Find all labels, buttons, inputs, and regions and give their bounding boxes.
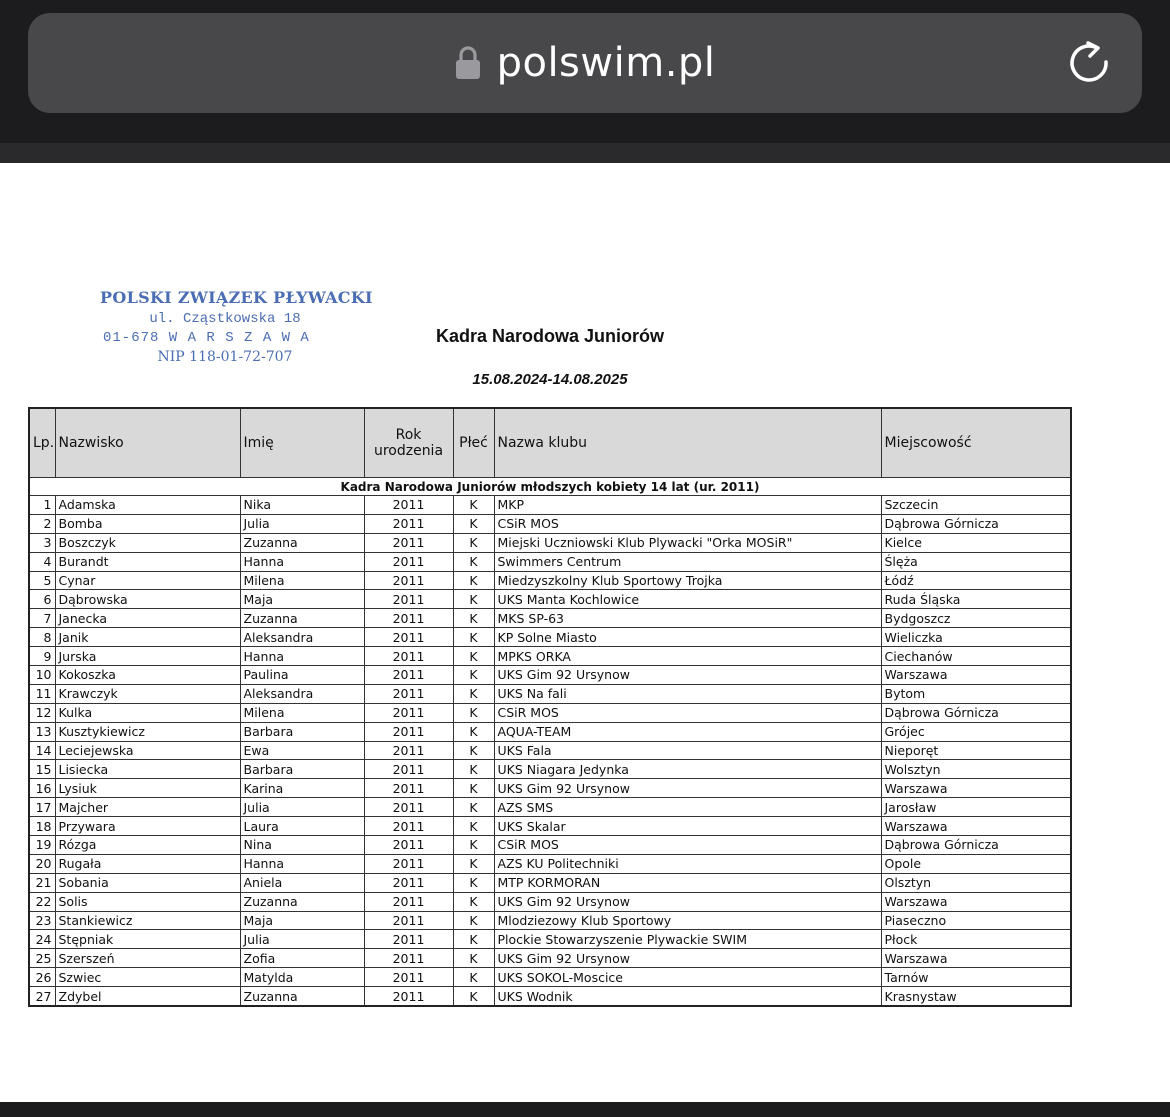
- cell-surname: Lisiecka: [55, 760, 240, 779]
- cell-birth-year: 2011: [364, 854, 453, 873]
- cell-lp: 26: [29, 968, 55, 987]
- reload-icon[interactable]: [1066, 40, 1112, 86]
- table-row: [29, 760, 1071, 779]
- cell-sex: K: [453, 873, 494, 892]
- cell-surname: Kokoszka: [55, 666, 240, 685]
- cell-birth-year: 2011: [364, 779, 453, 798]
- cell-birth-year: 2011: [364, 836, 453, 855]
- cell-surname: Zdybel: [55, 987, 240, 1006]
- table-row: [29, 647, 1071, 666]
- table-row: [29, 892, 1071, 911]
- cell-surname: Krawczyk: [55, 684, 240, 703]
- cell-city: Grójec: [881, 722, 1071, 741]
- cell-sex: K: [453, 968, 494, 987]
- table-header-row: [29, 408, 1071, 478]
- cell-sex: K: [453, 911, 494, 930]
- cell-birth-year: 2011: [364, 722, 453, 741]
- table-row: [29, 571, 1071, 590]
- cell-city: Warszawa: [881, 892, 1071, 911]
- url-text[interactable]: polswim.pl: [496, 40, 716, 86]
- table-row: [29, 533, 1071, 552]
- table-row: [29, 514, 1071, 533]
- table-row: [29, 496, 1071, 515]
- cell-club: KP Solne Miasto: [494, 628, 881, 647]
- table-row: [29, 609, 1071, 628]
- cell-birth-year: 2011: [364, 911, 453, 930]
- table-row: [29, 968, 1071, 987]
- cell-surname: Bomba: [55, 514, 240, 533]
- cell-city: Nieporęt: [881, 741, 1071, 760]
- table-row: [29, 987, 1071, 1006]
- table-row: [29, 552, 1071, 571]
- cell-name: Maja: [240, 590, 364, 609]
- table-row: [29, 628, 1071, 647]
- cell-sex: K: [453, 892, 494, 911]
- section-row: [29, 478, 1071, 496]
- cell-city: Bytom: [881, 684, 1071, 703]
- cell-surname: Stępniak: [55, 930, 240, 949]
- cell-surname: Szwiec: [55, 968, 240, 987]
- cell-surname: Adamska: [55, 496, 240, 515]
- cell-city: Warszawa: [881, 949, 1071, 968]
- header-lp: Lp.: [29, 408, 55, 478]
- cell-sex: K: [453, 987, 494, 1006]
- cell-birth-year: 2011: [364, 949, 453, 968]
- cell-sex: K: [453, 552, 494, 571]
- cell-lp: 21: [29, 873, 55, 892]
- cell-lp: 9: [29, 647, 55, 666]
- table-row: [29, 722, 1071, 741]
- cell-lp: 13: [29, 722, 55, 741]
- cell-surname: Cynar: [55, 571, 240, 590]
- cell-sex: K: [453, 703, 494, 722]
- cell-club: Miejski Uczniowski Klub Plywacki "Orka MOSiR": [494, 533, 881, 552]
- cell-birth-year: 2011: [364, 873, 453, 892]
- cell-lp: 18: [29, 817, 55, 836]
- cell-name: Hanna: [240, 552, 364, 571]
- table-row: [29, 854, 1071, 873]
- table-row: [29, 817, 1071, 836]
- cell-city: Warszawa: [881, 666, 1071, 685]
- cell-name: Zuzanna: [240, 987, 364, 1006]
- header-birth-year: [364, 408, 453, 478]
- cell-city: Krasnystaw: [881, 987, 1071, 1006]
- cell-club: Miedzyszkolny Klub Sportowy Trojka: [494, 571, 881, 590]
- cell-surname: Burandt: [55, 552, 240, 571]
- cell-name: Hanna: [240, 854, 364, 873]
- cell-birth-year: 2011: [364, 628, 453, 647]
- cell-club: Mlodziezowy Klub Sportowy: [494, 911, 881, 930]
- cell-lp: 6: [29, 590, 55, 609]
- cell-surname: Rugała: [55, 854, 240, 873]
- cell-name: Aniela: [240, 873, 364, 892]
- cell-club: Plockie Stowarzyszenie Plywackie SWIM: [494, 930, 881, 949]
- cell-birth-year: 2011: [364, 968, 453, 987]
- roster-table: [28, 407, 1072, 1007]
- cell-name: Julia: [240, 798, 364, 817]
- cell-sex: K: [453, 930, 494, 949]
- cell-name: Hanna: [240, 647, 364, 666]
- cell-name: Nika: [240, 496, 364, 515]
- cell-lp: 15: [29, 760, 55, 779]
- cell-lp: 27: [29, 987, 55, 1006]
- cell-club: UKS SOKOL-Moscice: [494, 968, 881, 987]
- cell-birth-year: 2011: [364, 930, 453, 949]
- stamp-org-name: POLSKI ZWIĄZEK PŁYWACKI: [100, 288, 373, 307]
- header-name: Imię: [240, 408, 364, 478]
- cell-birth-year: 2011: [364, 666, 453, 685]
- cell-sex: K: [453, 590, 494, 609]
- lock-icon: [455, 46, 481, 80]
- cell-sex: K: [453, 854, 494, 873]
- cell-birth-year: 2011: [364, 552, 453, 571]
- cell-club: AZS SMS: [494, 798, 881, 817]
- cell-lp: 20: [29, 854, 55, 873]
- cell-surname: Leciejewska: [55, 741, 240, 760]
- cell-city: Tarnów: [881, 968, 1071, 987]
- bottom-bar: [0, 1102, 1170, 1117]
- cell-lp: 16: [29, 779, 55, 798]
- cell-surname: Przywara: [55, 817, 240, 836]
- cell-surname: Lysiuk: [55, 779, 240, 798]
- cell-name: Aleksandra: [240, 684, 364, 703]
- cell-club: UKS Na fali: [494, 684, 881, 703]
- cell-lp: 5: [29, 571, 55, 590]
- cell-club: UKS Gim 92 Ursynow: [494, 666, 881, 685]
- cell-club: CSiR MOS: [494, 703, 881, 722]
- cell-lp: 17: [29, 798, 55, 817]
- cell-surname: Sobania: [55, 873, 240, 892]
- cell-birth-year: 2011: [364, 609, 453, 628]
- cell-birth-year: 2011: [364, 514, 453, 533]
- cell-name: Milena: [240, 571, 364, 590]
- cell-name: Maja: [240, 911, 364, 930]
- cell-club: UKS Wodnik: [494, 987, 881, 1006]
- browser-toolbar: [0, 0, 1170, 150]
- cell-lp: 22: [29, 892, 55, 911]
- cell-city: Warszawa: [881, 779, 1071, 798]
- cell-surname: Janecka: [55, 609, 240, 628]
- cell-name: Paulina: [240, 666, 364, 685]
- cell-sex: K: [453, 666, 494, 685]
- cell-birth-year: 2011: [364, 533, 453, 552]
- table-row: [29, 798, 1071, 817]
- cell-lp: 3: [29, 533, 55, 552]
- table-row: [29, 930, 1071, 949]
- header-year-line2: urodzenia: [373, 443, 444, 459]
- cell-city: Jarosław: [881, 798, 1071, 817]
- organization-stamp: [100, 288, 373, 367]
- cell-lp: 19: [29, 836, 55, 855]
- cell-club: MKS SP-63: [494, 609, 881, 628]
- cell-city: Piaseczno: [881, 911, 1071, 930]
- cell-birth-year: 2011: [364, 741, 453, 760]
- cell-sex: K: [453, 571, 494, 590]
- cell-surname: Stankiewicz: [55, 911, 240, 930]
- cell-club: CSiR MOS: [494, 514, 881, 533]
- stamp-city: 01-678 W A R S Z A W A: [103, 330, 310, 346]
- cell-surname: Jurska: [55, 647, 240, 666]
- cell-sex: K: [453, 836, 494, 855]
- cell-city: Ślęża: [881, 552, 1071, 571]
- cell-sex: K: [453, 949, 494, 968]
- cell-sex: K: [453, 496, 494, 515]
- cell-surname: Solis: [55, 892, 240, 911]
- cell-club: UKS Skalar: [494, 817, 881, 836]
- cell-name: Zuzanna: [240, 892, 364, 911]
- cell-birth-year: 2011: [364, 571, 453, 590]
- cell-city: Kielce: [881, 533, 1071, 552]
- cell-sex: K: [453, 609, 494, 628]
- cell-city: Szczecin: [881, 496, 1071, 515]
- cell-club: AQUA-TEAM: [494, 722, 881, 741]
- cell-name: Zuzanna: [240, 609, 364, 628]
- cell-birth-year: 2011: [364, 817, 453, 836]
- cell-lp: 7: [29, 609, 55, 628]
- cell-lp: 14: [29, 741, 55, 760]
- cell-sex: K: [453, 798, 494, 817]
- table-row: [29, 666, 1071, 685]
- cell-surname: Majcher: [55, 798, 240, 817]
- toolbar-divider: [0, 143, 1170, 163]
- cell-city: Bydgoszcz: [881, 609, 1071, 628]
- cell-name: Milena: [240, 703, 364, 722]
- table-row: [29, 949, 1071, 968]
- cell-club: UKS Gim 92 Ursynow: [494, 779, 881, 798]
- cell-name: Laura: [240, 817, 364, 836]
- cell-club: MPKS ORKA: [494, 647, 881, 666]
- cell-club: UKS Gim 92 Ursynow: [494, 949, 881, 968]
- cell-birth-year: 2011: [364, 760, 453, 779]
- stamp-nip: NIP 118-01-72-707: [157, 349, 293, 365]
- cell-name: Ewa: [240, 741, 364, 760]
- cell-sex: K: [453, 514, 494, 533]
- cell-club: UKS Fala: [494, 741, 881, 760]
- cell-name: Barbara: [240, 760, 364, 779]
- cell-sex: K: [453, 722, 494, 741]
- cell-club: CSiR MOS: [494, 836, 881, 855]
- cell-sex: K: [453, 760, 494, 779]
- cell-surname: Dąbrowska: [55, 590, 240, 609]
- cell-city: Płock: [881, 930, 1071, 949]
- cell-sex: K: [453, 684, 494, 703]
- cell-club: UKS Manta Kochlowice: [494, 590, 881, 609]
- cell-club: MKP: [494, 496, 881, 515]
- cell-lp: 12: [29, 703, 55, 722]
- cell-name: Nina: [240, 836, 364, 855]
- cell-city: Łódź: [881, 571, 1071, 590]
- cell-lp: 23: [29, 911, 55, 930]
- cell-birth-year: 2011: [364, 703, 453, 722]
- document-title: Kadra Narodowa Juniorów: [435, 326, 665, 346]
- section-title: Kadra Narodowa Juniorów młodszych kobiety 14 lat (ur. 2011): [29, 478, 1071, 496]
- cell-club: AZS KU Politechniki: [494, 854, 881, 873]
- cell-birth-year: 2011: [364, 987, 453, 1006]
- cell-city: Dąbrowa Górnicza: [881, 836, 1071, 855]
- cell-birth-year: 2011: [364, 496, 453, 515]
- cell-city: Ciechanów: [881, 647, 1071, 666]
- cell-city: Opole: [881, 854, 1071, 873]
- table-row: [29, 836, 1071, 855]
- cell-lp: 2: [29, 514, 55, 533]
- cell-name: Karina: [240, 779, 364, 798]
- stamp-street: ul. Cząstkowska 18: [149, 311, 301, 327]
- table-row: [29, 703, 1071, 722]
- cell-surname: Kulka: [55, 703, 240, 722]
- cell-surname: Szerszeń: [55, 949, 240, 968]
- document-dates: 15.08.2024-14.08.2025: [472, 371, 628, 388]
- cell-city: Wolsztyn: [881, 760, 1071, 779]
- cell-name: Matylda: [240, 968, 364, 987]
- cell-name: Zuzanna: [240, 533, 364, 552]
- table-row: [29, 911, 1071, 930]
- table-row: [29, 873, 1071, 892]
- cell-birth-year: 2011: [364, 892, 453, 911]
- cell-birth-year: 2011: [364, 590, 453, 609]
- address-bar[interactable]: [28, 13, 1142, 113]
- header-surname: Nazwisko: [55, 408, 240, 478]
- cell-lp: 4: [29, 552, 55, 571]
- cell-lp: 8: [29, 628, 55, 647]
- cell-city: Wieliczka: [881, 628, 1071, 647]
- cell-city: Dąbrowa Górnicza: [881, 703, 1071, 722]
- cell-birth-year: 2011: [364, 647, 453, 666]
- table-row: [29, 741, 1071, 760]
- cell-name: Zofia: [240, 949, 364, 968]
- cell-sex: K: [453, 533, 494, 552]
- table-row: [29, 779, 1071, 798]
- header-city: Miejscowość: [881, 408, 1071, 478]
- cell-sex: K: [453, 741, 494, 760]
- cell-club: UKS Gim 92 Ursynow: [494, 892, 881, 911]
- cell-birth-year: 2011: [364, 684, 453, 703]
- document-page: [0, 163, 1170, 1102]
- header-sex: Płeć: [453, 408, 494, 478]
- header-club: Nazwa klubu: [494, 408, 881, 478]
- cell-city: Dąbrowa Górnicza: [881, 514, 1071, 533]
- cell-lp: 24: [29, 930, 55, 949]
- cell-surname: Kusztykiewicz: [55, 722, 240, 741]
- cell-lp: 11: [29, 684, 55, 703]
- cell-name: Julia: [240, 514, 364, 533]
- cell-sex: K: [453, 647, 494, 666]
- cell-lp: 1: [29, 496, 55, 515]
- cell-sex: K: [453, 779, 494, 798]
- cell-city: Warszawa: [881, 817, 1071, 836]
- cell-name: Aleksandra: [240, 628, 364, 647]
- cell-city: Olsztyn: [881, 873, 1071, 892]
- table-row: [29, 590, 1071, 609]
- cell-surname: Rózga: [55, 836, 240, 855]
- cell-sex: K: [453, 628, 494, 647]
- cell-city: Ruda Śląska: [881, 590, 1071, 609]
- cell-name: Julia: [240, 930, 364, 949]
- cell-birth-year: 2011: [364, 798, 453, 817]
- cell-club: Swimmers Centrum: [494, 552, 881, 571]
- cell-club: UKS Niagara Jedynka: [494, 760, 881, 779]
- cell-surname: Boszczyk: [55, 533, 240, 552]
- cell-lp: 10: [29, 666, 55, 685]
- cell-surname: Janik: [55, 628, 240, 647]
- cell-club: MTP KORMORAN: [494, 873, 881, 892]
- cell-lp: 25: [29, 949, 55, 968]
- table-row: [29, 684, 1071, 703]
- cell-sex: K: [453, 817, 494, 836]
- header-year-line1: Rok: [395, 427, 422, 443]
- cell-name: Barbara: [240, 722, 364, 741]
